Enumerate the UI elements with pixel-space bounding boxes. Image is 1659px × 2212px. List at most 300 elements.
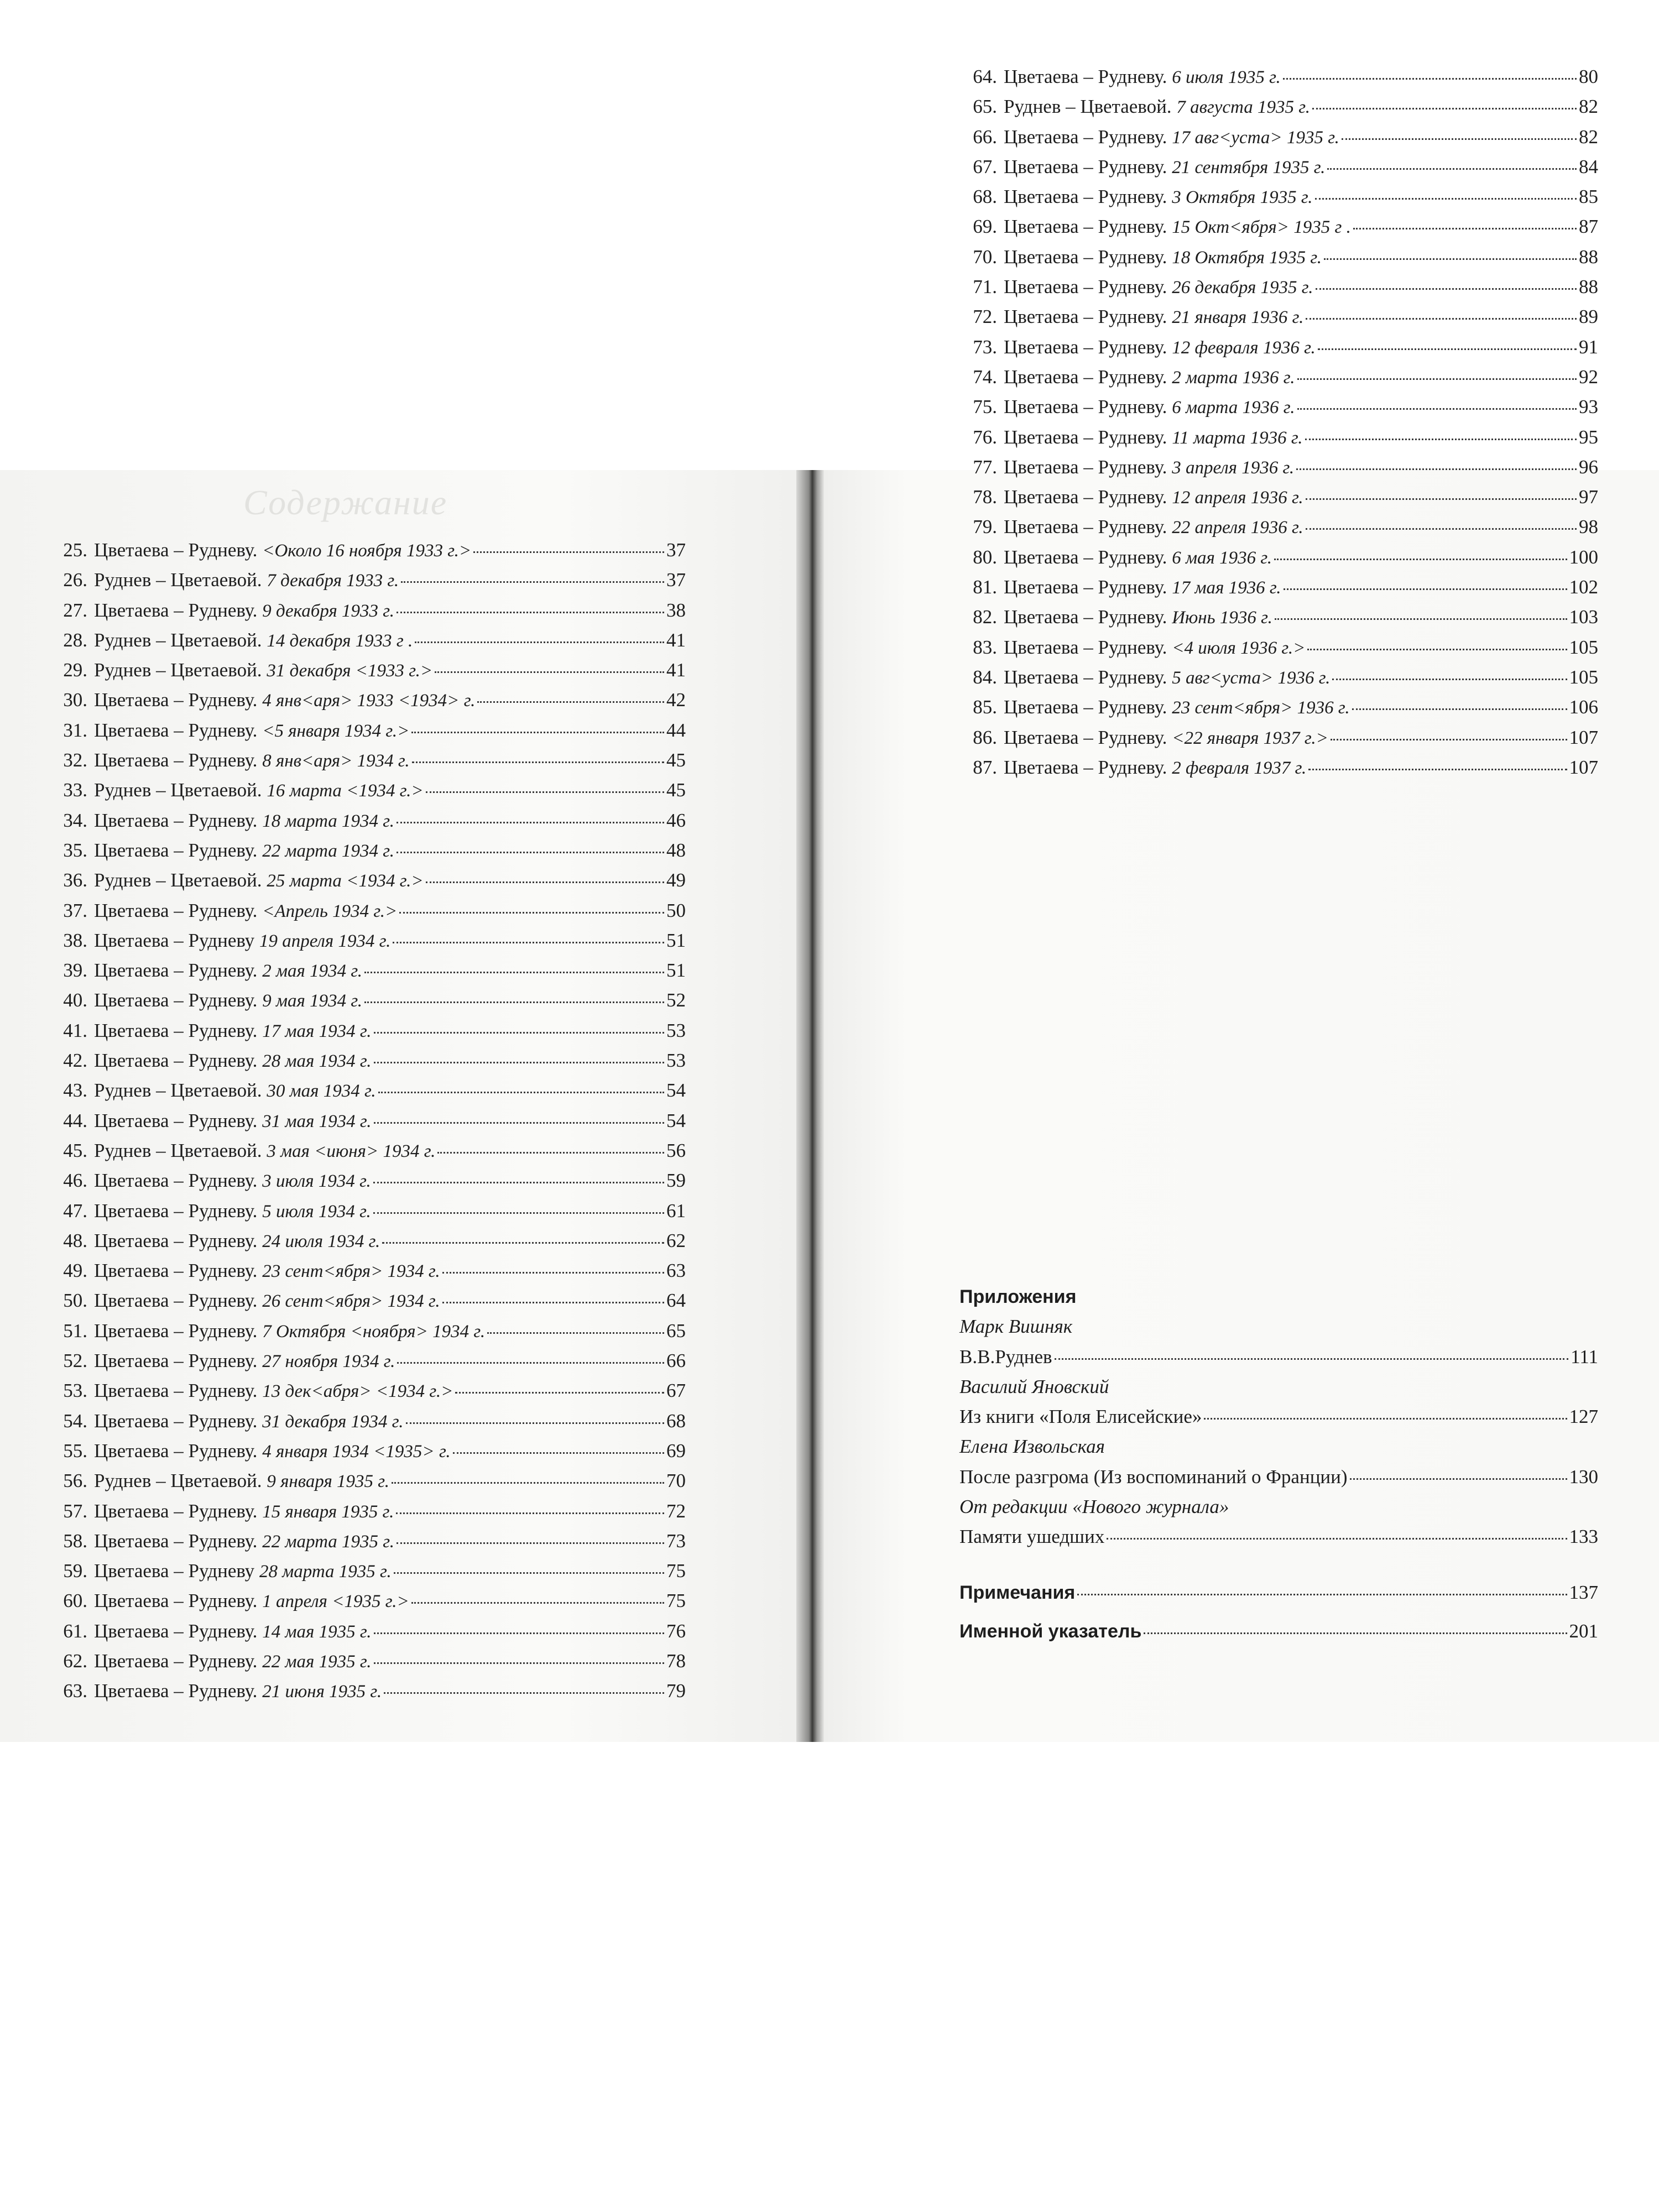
- toc-entry[interactable]: [50, 1076, 686, 1105]
- entry-title: Цветаева – Рудневу.: [94, 539, 258, 561]
- entry-page: 53: [666, 1050, 686, 1072]
- toc-left-column: [50, 535, 686, 1707]
- entry-title: Руднев – Цветаевой.: [94, 1079, 262, 1102]
- entry-title: Цветаева – Рудневу: [94, 1560, 255, 1582]
- space: [257, 1226, 262, 1256]
- space: [257, 1256, 262, 1286]
- toc-entry[interactable]: [50, 775, 686, 805]
- entry-title: Цветаева – Рудневу: [94, 929, 255, 951]
- entry-date: 7 августа 1935 г.: [1176, 97, 1310, 118]
- space: [1167, 692, 1172, 722]
- entry-date: 17 авг<уста> 1935 г.: [1172, 127, 1339, 148]
- space: [257, 1436, 262, 1466]
- toc-entry[interactable]: [50, 1646, 686, 1676]
- appendix-page: 127: [1569, 1406, 1598, 1428]
- entry-number: 66.: [973, 126, 997, 148]
- toc-entry[interactable]: [50, 1616, 686, 1646]
- entry-page: 45: [666, 779, 686, 801]
- entry-page: 100: [1569, 546, 1598, 568]
- entry-number: 71.: [973, 276, 997, 298]
- toc-entry[interactable]: [50, 1376, 686, 1406]
- space: [257, 1046, 262, 1076]
- entry-date: 9 мая 1934 г.: [262, 991, 363, 1011]
- entry-page: 92: [1579, 366, 1598, 388]
- toc-entry[interactable]: [959, 272, 1598, 302]
- toc-entry[interactable]: [959, 482, 1598, 512]
- space: [257, 716, 262, 745]
- space: [1167, 362, 1172, 392]
- entry-number: 31.: [63, 719, 87, 741]
- entry-number: 74.: [973, 366, 997, 388]
- space: [257, 1166, 262, 1196]
- entry-page: 37: [666, 539, 686, 561]
- toc-entry[interactable]: [959, 602, 1598, 632]
- space: [1167, 242, 1172, 272]
- toc-entry[interactable]: [959, 452, 1598, 482]
- entry-number: 81.: [973, 576, 997, 598]
- toc-entry[interactable]: [50, 1496, 686, 1526]
- notes-page: 137: [1569, 1582, 1598, 1603]
- entry-page: 67: [666, 1380, 686, 1402]
- toc-entry[interactable]: [959, 242, 1598, 272]
- dot-leader: [1312, 108, 1577, 109]
- toc-entry[interactable]: [50, 1256, 686, 1286]
- entry-number: 38.: [63, 929, 87, 951]
- entry-date: 25 марта <1934 г.>: [267, 871, 424, 891]
- toc-entry[interactable]: [50, 1346, 686, 1376]
- entry-number: 72.: [973, 306, 997, 328]
- entry-page: 78: [666, 1650, 686, 1672]
- index-label: Именной указатель: [959, 1621, 1142, 1642]
- space: [262, 865, 267, 895]
- space: [1167, 602, 1172, 632]
- appendix-author: Елена Извольская: [959, 1436, 1105, 1458]
- entry-title: Цветаева – Рудневу.: [94, 1109, 258, 1131]
- space: [257, 596, 262, 625]
- entry-title: Цветаева – Рудневу.: [1004, 66, 1167, 87]
- entry-number: 32.: [63, 749, 87, 771]
- dot-leader: [1350, 1478, 1567, 1480]
- space: [257, 1406, 262, 1436]
- space: [262, 625, 267, 655]
- appendix-entry[interactable]: [959, 1402, 1598, 1432]
- toc-entry[interactable]: [50, 865, 686, 895]
- dot-leader: [401, 581, 664, 583]
- entry-number: 45.: [63, 1139, 87, 1161]
- entry-number: 75.: [973, 396, 997, 418]
- entry-title: Цветаева – Рудневу.: [94, 689, 258, 711]
- entry-page: 73: [666, 1530, 686, 1552]
- entry-date: <4 июля 1936 г.>: [1172, 638, 1306, 658]
- appendix-section: [959, 1282, 1598, 1552]
- space: [257, 535, 262, 565]
- entry-date: 21 января 1936 г.: [1172, 307, 1304, 328]
- entry-page: 59: [666, 1170, 686, 1192]
- entry-page: 54: [666, 1079, 686, 1102]
- entry-title: Руднев – Цветаевой.: [94, 1139, 262, 1161]
- toc-entry[interactable]: [959, 302, 1598, 332]
- toc-entry[interactable]: [50, 716, 686, 745]
- entry-number: 27.: [63, 599, 87, 621]
- entry-page: 93: [1579, 396, 1598, 418]
- dot-leader: [1306, 528, 1577, 530]
- entry-date: 7 Октября <ноября> 1934 г.: [262, 1321, 486, 1342]
- entry-page: 89: [1579, 306, 1598, 328]
- toc-entry[interactable]: [50, 565, 686, 595]
- entry-title: Цветаева – Рудневу.: [1004, 576, 1167, 598]
- entry-date: 23 сент<ября> 1936 г.: [1172, 698, 1350, 718]
- entry-page: 69: [666, 1439, 686, 1462]
- dot-leader: [397, 1542, 664, 1544]
- toc-entry[interactable]: [959, 512, 1598, 542]
- entry-title: Цветаева – Рудневу.: [94, 1350, 258, 1372]
- dot-leader: [364, 1001, 664, 1003]
- entry-title: Руднев – Цветаевой.: [94, 659, 262, 681]
- entry-title: Цветаева – Рудневу.: [1004, 546, 1167, 568]
- space: [1167, 422, 1172, 452]
- back-matter: [959, 1582, 1598, 1659]
- toc-entry[interactable]: [50, 535, 686, 565]
- entry-page: 49: [666, 869, 686, 891]
- entry-number: 65.: [973, 96, 997, 118]
- space: [254, 1556, 259, 1586]
- entry-page: 48: [666, 839, 686, 861]
- entry-page: 75: [666, 1560, 686, 1582]
- space: [1167, 753, 1172, 782]
- entry-date: <5 января 1934 г.>: [262, 721, 410, 741]
- space: [257, 956, 262, 985]
- entry-date: 3 Октября 1935 г.: [1172, 187, 1313, 208]
- toc-entry[interactable]: [959, 692, 1598, 722]
- toc-entry[interactable]: [50, 1016, 686, 1046]
- entry-number: 36.: [63, 869, 87, 891]
- entry-title: Цветаева – Рудневу.: [94, 1439, 258, 1462]
- dot-leader: [1316, 288, 1577, 290]
- entry-date: 18 марта 1934 г.: [262, 811, 394, 831]
- space: [257, 745, 262, 775]
- toc-entry[interactable]: [50, 625, 686, 655]
- dot-leader: [397, 1362, 664, 1364]
- space: [257, 1646, 262, 1676]
- dot-leader: [397, 852, 664, 853]
- toc-entry[interactable]: [50, 1466, 686, 1496]
- toc-entry[interactable]: [50, 1556, 686, 1586]
- toc-entry[interactable]: [959, 572, 1598, 602]
- entry-title: Цветаева – Рудневу.: [94, 1620, 258, 1642]
- entry-number: 61.: [63, 1620, 87, 1642]
- entry-page: 44: [666, 719, 686, 741]
- dot-leader: [1297, 378, 1577, 380]
- entry-page: 106: [1569, 696, 1598, 718]
- entry-date: 5 авг<уста> 1936 г.: [1172, 667, 1331, 688]
- entry-page: 103: [1569, 606, 1598, 628]
- entry-page: 105: [1569, 666, 1598, 688]
- entry-title: Цветаева – Рудневу.: [94, 1530, 258, 1552]
- entry-page: 37: [666, 569, 686, 591]
- toc-entry[interactable]: [50, 836, 686, 865]
- toc-entry[interactable]: [50, 1526, 686, 1556]
- appendix-title: В.В.Руднев: [959, 1345, 1052, 1368]
- entry-title: Цветаева – Рудневу.: [94, 1290, 258, 1312]
- entry-date: 5 июля 1934 г.: [262, 1201, 371, 1222]
- dot-leader: [1274, 559, 1567, 560]
- space: [257, 1196, 262, 1226]
- entry-title: Цветаева – Рудневу.: [1004, 276, 1167, 298]
- dot-leader: [426, 791, 664, 793]
- appendix-entry[interactable]: [959, 1342, 1598, 1372]
- dot-leader: [396, 1512, 664, 1514]
- entry-number: 53.: [63, 1380, 87, 1402]
- entry-page: 95: [1579, 426, 1598, 448]
- toc-entry[interactable]: [50, 1406, 686, 1436]
- entry-number: 70.: [973, 246, 997, 268]
- entry-date: 6 марта 1936 г.: [1172, 398, 1295, 418]
- entry-title: Цветаева – Рудневу.: [94, 989, 258, 1011]
- toc-entry[interactable]: [959, 422, 1598, 452]
- space: [1167, 122, 1172, 152]
- toc-entry[interactable]: [959, 753, 1598, 782]
- space: [262, 655, 267, 685]
- dot-leader: [473, 551, 664, 553]
- toc-entry[interactable]: [50, 1436, 686, 1466]
- index-entry[interactable]: [959, 1620, 1598, 1659]
- entry-number: 87.: [973, 756, 997, 778]
- toc-entry[interactable]: [50, 1046, 686, 1076]
- entry-date: 15 января 1935 г.: [262, 1501, 394, 1522]
- entry-date: 1 апреля <1935 г.>: [262, 1592, 409, 1612]
- dot-leader: [435, 671, 664, 673]
- entry-number: 68.: [973, 186, 997, 208]
- space: [262, 1466, 267, 1496]
- toc-entry[interactable]: [959, 633, 1598, 662]
- entry-date: 22 мая 1935 г.: [262, 1651, 372, 1672]
- dot-leader: [1144, 1632, 1567, 1634]
- toc-entry[interactable]: [959, 182, 1598, 212]
- toc-entry[interactable]: [959, 92, 1598, 122]
- appendix-page: 111: [1571, 1345, 1598, 1368]
- entry-page: 87: [1579, 216, 1598, 238]
- toc-entry[interactable]: [959, 723, 1598, 753]
- space: [262, 565, 267, 595]
- space: [1167, 482, 1172, 512]
- toc-entry[interactable]: [50, 1106, 686, 1136]
- toc-entry[interactable]: [50, 806, 686, 836]
- toc-entry[interactable]: [959, 122, 1598, 152]
- space: [1167, 332, 1172, 362]
- dot-leader: [1308, 769, 1567, 770]
- entry-number: 69.: [973, 216, 997, 238]
- toc-entry[interactable]: [959, 662, 1598, 692]
- space: [257, 1016, 262, 1046]
- space: [1167, 633, 1172, 662]
- entry-number: 41.: [63, 1019, 87, 1041]
- entry-title: Цветаева – Рудневу.: [1004, 366, 1167, 388]
- entry-number: 84.: [973, 666, 997, 688]
- entry-date: 6 мая 1936 г.: [1172, 547, 1272, 568]
- entry-page: 38: [666, 599, 686, 621]
- appendix-title: Из книги «Поля Елисейские»: [959, 1406, 1202, 1428]
- entry-date: 13 дек<абря> <1934 г.>: [262, 1381, 453, 1402]
- dot-leader: [1327, 168, 1577, 170]
- dot-leader: [1352, 708, 1567, 710]
- entry-number: 48.: [63, 1229, 87, 1251]
- dot-leader: [1342, 138, 1577, 140]
- entry-title: Цветаева – Рудневу.: [1004, 756, 1167, 778]
- entry-page: 84: [1579, 155, 1598, 178]
- entry-number: 77.: [973, 456, 997, 478]
- toc-entry[interactable]: [50, 1316, 686, 1346]
- dot-leader: [426, 881, 664, 883]
- entry-page: 61: [666, 1199, 686, 1222]
- appendix-entry[interactable]: [959, 1462, 1598, 1492]
- dot-leader: [1077, 1594, 1567, 1595]
- toc-entry[interactable]: [50, 596, 686, 625]
- appendix-items: [959, 1312, 1598, 1552]
- appendix-entry[interactable]: [959, 1522, 1598, 1552]
- entry-title: Цветаева – Рудневу.: [1004, 486, 1167, 508]
- entry-page: 102: [1569, 576, 1598, 598]
- entry-title: Цветаева – Рудневу.: [94, 1590, 258, 1612]
- entry-title: Руднев – Цветаевой.: [94, 569, 262, 591]
- dot-leader: [415, 641, 664, 643]
- entry-page: 88: [1579, 276, 1598, 298]
- dot-leader: [374, 1662, 664, 1664]
- entry-title: Цветаева – Рудневу.: [94, 1199, 258, 1222]
- dot-leader: [455, 1392, 664, 1394]
- entry-title: Цветаева – Рудневу.: [1004, 396, 1167, 418]
- entry-date: 19 апреля 1934 г.: [259, 931, 391, 951]
- toc-entry[interactable]: [50, 1676, 686, 1706]
- toc-entry[interactable]: [50, 1286, 686, 1316]
- dot-leader: [1307, 649, 1567, 650]
- dot-leader: [1283, 78, 1577, 80]
- space: [257, 1586, 262, 1616]
- entry-date: 22 апреля 1936 г.: [1172, 518, 1303, 538]
- dot-leader: [374, 1632, 664, 1634]
- dot-leader: [406, 1422, 665, 1424]
- entry-date: 22 марта 1935 г.: [262, 1531, 394, 1552]
- toc-entry[interactable]: [959, 392, 1598, 422]
- space: [257, 685, 262, 715]
- toc-entry[interactable]: [50, 985, 686, 1015]
- entry-number: 51.: [63, 1319, 87, 1342]
- toc-entry[interactable]: [959, 62, 1598, 92]
- entry-title: Цветаева – Рудневу.: [94, 1050, 258, 1072]
- toc-entry[interactable]: [959, 362, 1598, 392]
- entry-date: 4 января 1934 <1935> г.: [262, 1441, 451, 1462]
- dot-leader: [442, 1302, 664, 1303]
- notes-entry[interactable]: [959, 1582, 1598, 1620]
- toc-entry[interactable]: [50, 1136, 686, 1166]
- toc-entry[interactable]: [959, 212, 1598, 242]
- entry-date: 3 мая <июня> 1934 г.: [267, 1141, 436, 1161]
- entry-date: 4 янв<аря> 1933 <1934> г.: [262, 691, 476, 711]
- entry-date: 7 декабря 1933 г.: [267, 571, 399, 591]
- entry-date: 31 декабря 1934 г.: [262, 1411, 404, 1432]
- entry-date: 3 апреля 1936 г.: [1172, 457, 1295, 478]
- entry-date: 22 марта 1934 г.: [262, 841, 394, 861]
- entry-page: 62: [666, 1229, 686, 1251]
- book-gutter: [796, 470, 824, 1742]
- space: [262, 1136, 267, 1166]
- entry-date: Июнь 1936 г.: [1172, 608, 1272, 628]
- entry-number: 63.: [63, 1680, 87, 1702]
- entry-page: 66: [666, 1350, 686, 1372]
- entry-date: 28 марта 1935 г.: [259, 1562, 392, 1582]
- dot-leader: [1324, 258, 1577, 260]
- toc-entry[interactable]: [50, 1586, 686, 1616]
- dot-leader: [397, 612, 664, 613]
- toc-entry[interactable]: [50, 745, 686, 775]
- entry-date: 8 янв<аря> 1934 г.: [262, 751, 410, 771]
- toc-entry[interactable]: [50, 1196, 686, 1226]
- entry-title: Руднев – Цветаевой.: [94, 779, 262, 801]
- toc-entry[interactable]: [50, 1226, 686, 1256]
- dot-leader: [399, 912, 664, 914]
- entry-title: Цветаева – Рудневу.: [1004, 306, 1167, 328]
- space: [257, 1286, 262, 1316]
- entry-page: 65: [666, 1319, 686, 1342]
- entry-number: 33.: [63, 779, 87, 801]
- entry-title: Цветаева – Рудневу.: [1004, 336, 1167, 358]
- toc-entry[interactable]: [50, 926, 686, 956]
- entry-title: Цветаева – Рудневу.: [94, 809, 258, 831]
- dot-leader: [442, 1272, 664, 1274]
- entry-title: Цветаева – Рудневу.: [1004, 155, 1167, 178]
- space: [1167, 182, 1172, 212]
- appendix-title: Памяти ушедших: [959, 1526, 1105, 1548]
- entry-date: 3 июля 1934 г.: [262, 1171, 371, 1192]
- toc-entry[interactable]: [959, 332, 1598, 362]
- entry-date: 14 мая 1935 г.: [262, 1621, 372, 1642]
- dot-leader: [437, 1152, 664, 1154]
- entry-page: 63: [666, 1260, 686, 1282]
- entry-number: 60.: [63, 1590, 87, 1612]
- entry-date: 18 Октября 1935 г.: [1172, 247, 1322, 268]
- entry-title: Цветаева – Рудневу.: [1004, 186, 1167, 208]
- bleed-through-text: Содержание: [243, 483, 448, 522]
- entry-date: 26 декабря 1935 г.: [1172, 278, 1313, 298]
- entry-title: Руднев – Цветаевой.: [94, 629, 262, 651]
- space: [257, 1376, 262, 1406]
- entry-number: 30.: [63, 689, 87, 711]
- space: [1167, 392, 1172, 422]
- toc-entry[interactable]: [50, 685, 686, 715]
- entry-number: 34.: [63, 809, 87, 831]
- space: [1167, 723, 1172, 753]
- toc-entry[interactable]: [50, 896, 686, 926]
- dot-leader: [374, 1062, 664, 1063]
- toc-entry[interactable]: [50, 956, 686, 985]
- toc-entry[interactable]: [959, 152, 1598, 182]
- entry-number: 40.: [63, 989, 87, 1011]
- entry-number: 52.: [63, 1350, 87, 1372]
- entry-page: 105: [1569, 636, 1598, 658]
- entry-page: 72: [666, 1500, 686, 1522]
- toc-entry[interactable]: [50, 655, 686, 685]
- entry-page: 107: [1569, 726, 1598, 748]
- entry-number: 76.: [973, 426, 997, 448]
- dot-leader: [411, 1602, 664, 1604]
- entry-date: 30 мая 1934 г.: [267, 1081, 376, 1102]
- entry-title: Цветаева – Рудневу.: [94, 1500, 258, 1522]
- dot-leader: [412, 761, 664, 763]
- space: [1167, 62, 1172, 92]
- dot-leader: [1297, 408, 1577, 410]
- toc-entry[interactable]: [50, 1166, 686, 1196]
- entry-date: 27 ноября 1934 г.: [262, 1352, 395, 1372]
- toc-entry[interactable]: [959, 542, 1598, 572]
